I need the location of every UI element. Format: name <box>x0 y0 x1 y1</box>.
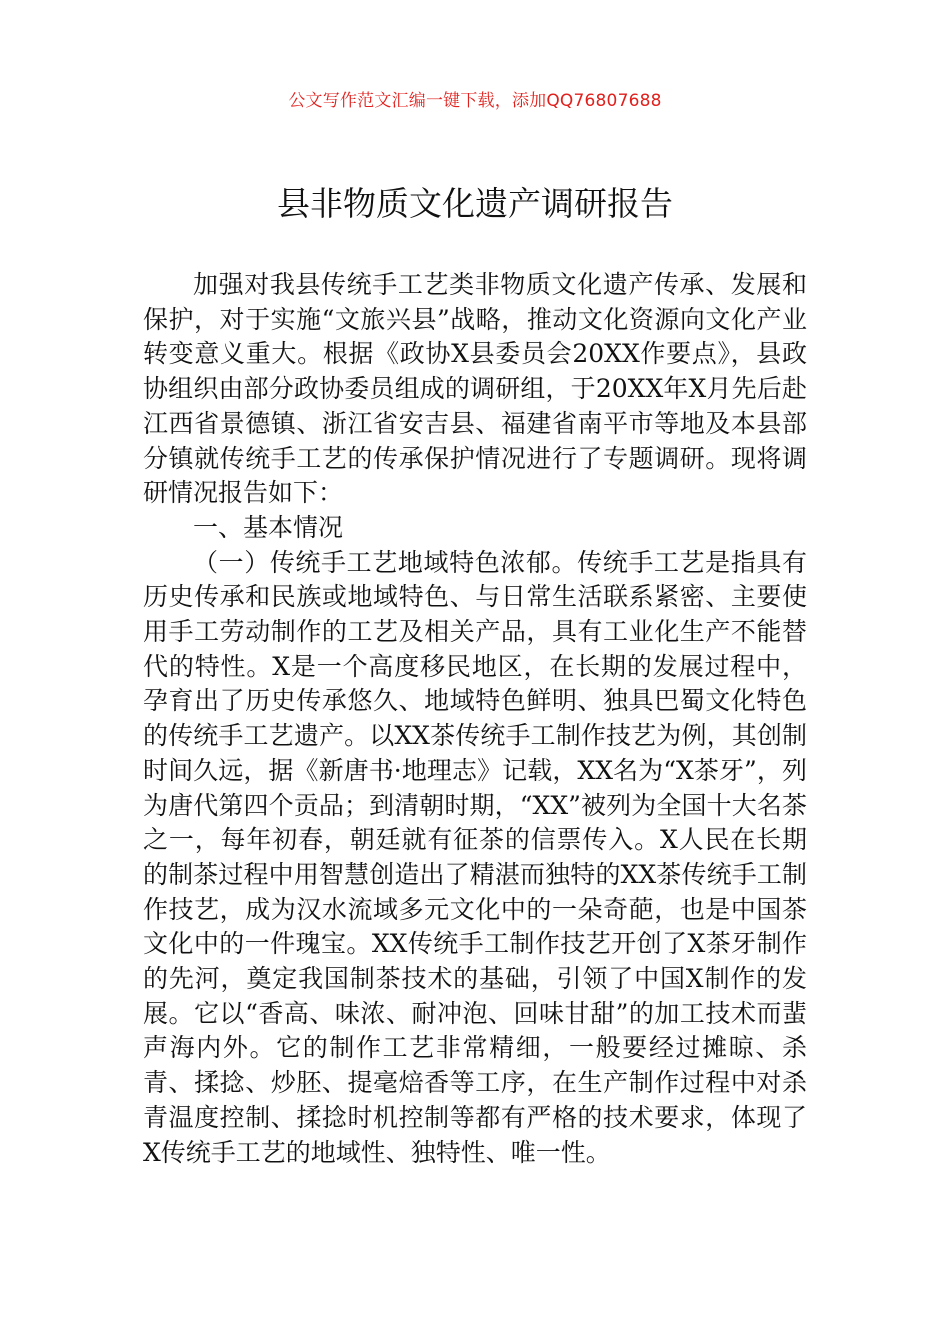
download-notice: 公文写作范文汇编一键下载，添加QQ76807688 <box>288 91 662 111</box>
document-body <box>143 268 807 1170</box>
paragraph-handicraft-features: （一）传统手工艺地域特色浓郁。传统手工艺是指具有历史传承和民族或地域特色、与日常生活联系紧密、主要使用手工劳动制作的工艺及相关产品，具有工业化生产不能替代的特性。X是一个高度移民地区，在长期的发展过程中，孕育出了历史传承悠久、地域特色鲜明、独具巴蜀文化特色的传统手工艺遗产。以XX茶传统手工制作技艺为例，其创制时间久远，据《新唐书·地理志》记载，XX名为“X茶牙”，列为唐代第四个贡品；到清朝时期，“XX”被列为全国十大名茶之一，每年初春，朝廷就有征茶的信票传入。X人民在长期的制茶过程中用智慧创造出了精湛而独特的XX茶传统手工制作技艺，成为汉水流域多元文化中的一朵奇葩，也是中国茶文化中的一件瑰宝。XX传统手工制作技艺开创了X茶牙制作的先河，奠定我国制茶技术的基础，引领了中国X制作的发展。它以“香高、味浓、耐冲泡、回味甘甜”的加工技术而蜚声海内外。它的制作工艺非常精细，一般要经过摊晾、杀青、揉捻、炒胚、提毫焙香等工序，在生产制作过程中对杀青温度控制、揉捻时机控制等都有严格的技术要求，体现了X传统手工艺的地域性、独特性、唯一性。 <box>143 547 807 1167</box>
section-heading-basic-situation: 一、基本情况 <box>193 512 344 542</box>
paragraph-intro: 加强对我县传统手工艺类非物质文化遗产传承、发展和保护，对于实施“文旅兴县”战略，推动文化资源向文化产业转变意义重大。根据《政协X县委员会20XX作要点》，县政协组织由部分政协委员组成的调研组，于20XX年X月先后赴江西省景德镇、浙江省安吉县、福建省南平市等地及本县部分镇就传统手工艺的传承保护情况进行了专题调研。现将调研情况报告如下： <box>143 270 807 508</box>
page-title: 县非物质文化遗产调研报告 <box>277 184 673 223</box>
